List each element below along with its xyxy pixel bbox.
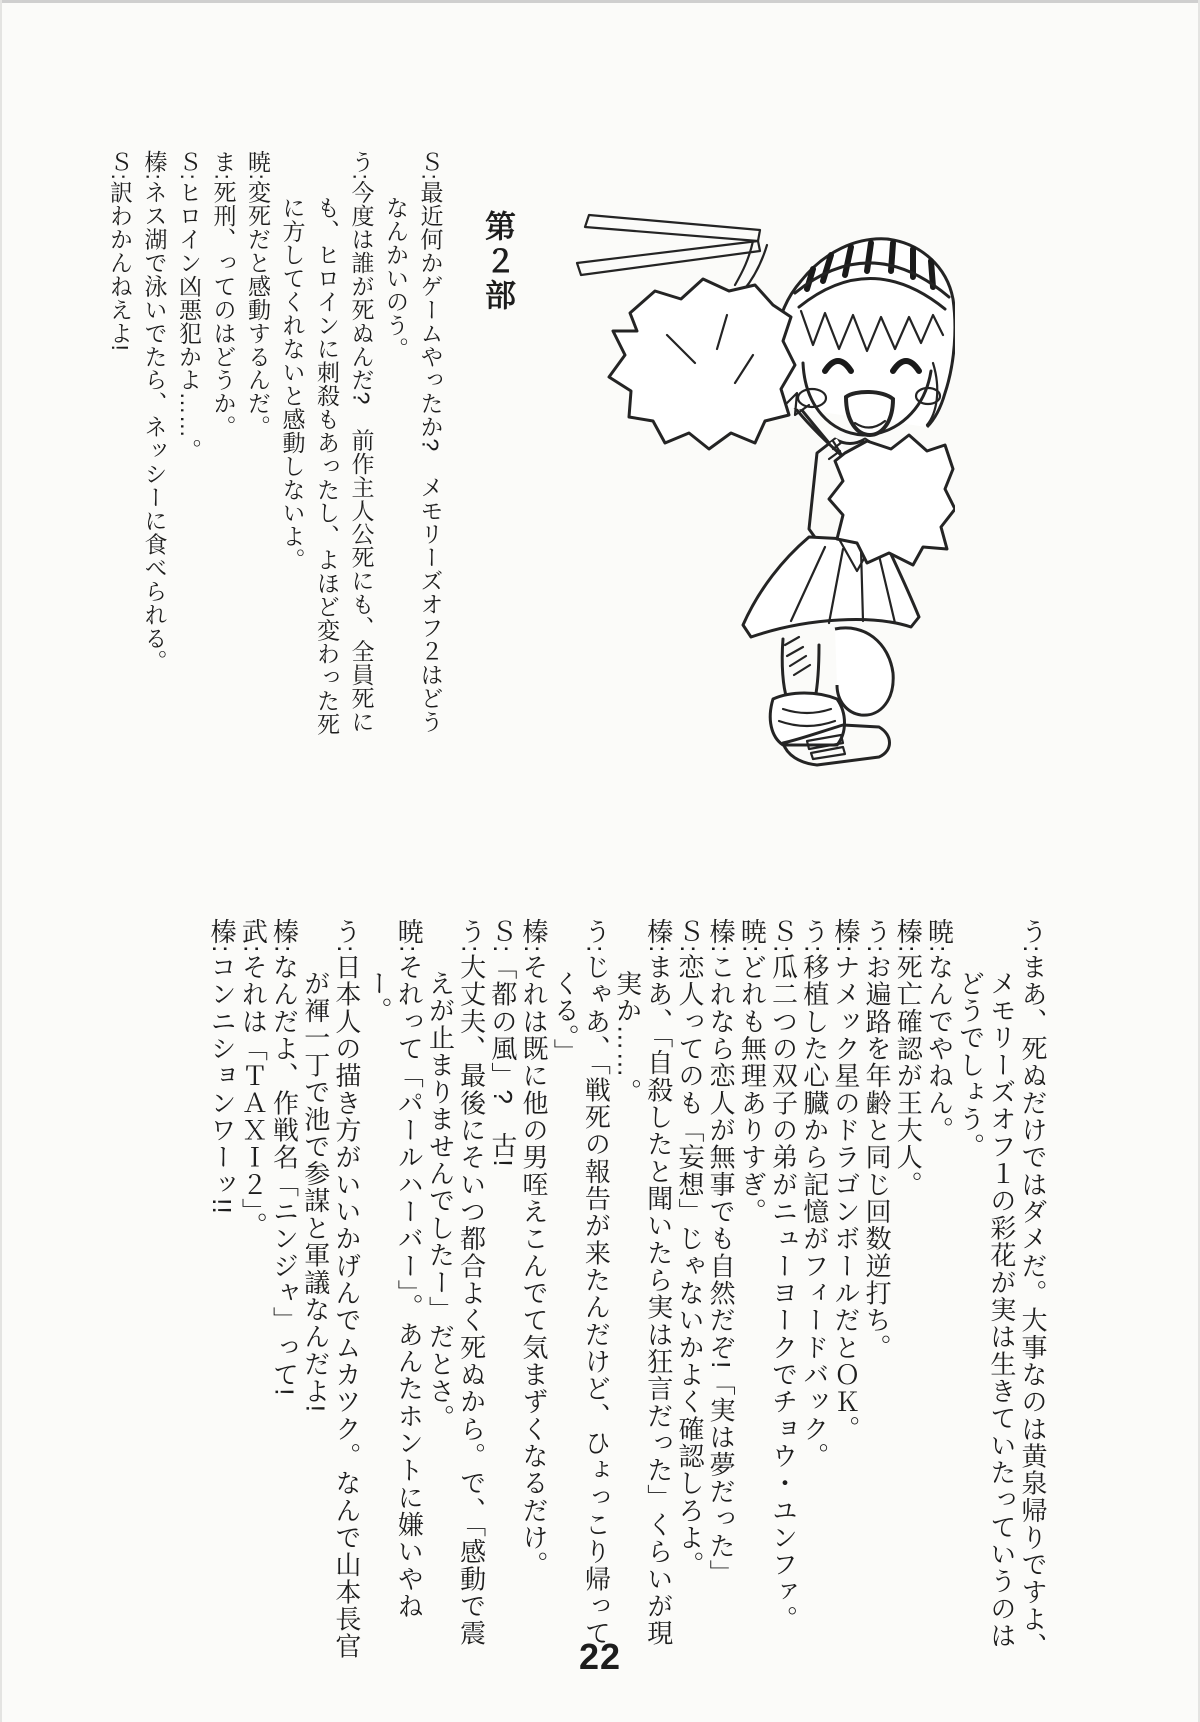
dialogue-line: 暁:それって「パールハーバー」。あんたホントに嫌いやねー。 (363, 918, 425, 1620)
dialogue-line: 暁:なんでやねん。 (924, 918, 955, 1144)
dialogue-line: 榛:コンニションワーッ!! (207, 918, 238, 1215)
pom-pom-raised (609, 279, 795, 449)
dialogue-line: う:大丈夫、最後にそいつ都合よく死ぬから。で、「感動で震えが止まりませんでしたー」だとさ。 (425, 918, 487, 1647)
dialogue-line: Ｓ:恋人ってのも「妄想」じゃないかよく確認しろよ。 (674, 918, 705, 1579)
dialogue-line: Ｓ:ヒロイン凶悪犯かよ……。 (176, 150, 202, 462)
dialogue-block-bottom (80, 918, 1048, 1666)
dialogue-line: う:今度は誰が死ぬんだ? 前作主人公死にも、全員死にも、ヒロインに刺殺もあったし、よほど変わった死に方してくれないと感動しないよ。 (279, 150, 375, 736)
dialogue-line: 武:それは「ＴＡＸＩ２」。 (238, 918, 269, 1240)
dialogue-line: ま:死刑、ってのはどうか。 (210, 150, 237, 439)
dialogue-line: Ｓ:「都の風」? 古! (487, 918, 518, 1168)
cheerleader-girl-illustration (545, 193, 955, 768)
dialogue-line: う:じゃあ、「戦死の報告が来たんだけど、ひょっこり帰ってくる。」 (550, 918, 612, 1647)
scan-edge-left (0, 0, 2, 1722)
dialogue-line: う:移植した心臓から記憶がフィードバック。 (799, 918, 830, 1470)
head (775, 239, 955, 435)
dialogue-line: う:まあ、死ぬだけではダメだ。大事なのは黄泉帰りですよ、メモリーズオフ１の彩花が実は生きていたっていうのはどうでしょう。 (955, 918, 1048, 1660)
dialogue-line: う:お遍路を年齢と同じ回数逆打ち。 (862, 918, 893, 1362)
dialogue-line: 榛:ナメック星のドラゴンボールだとＯＫ。 (830, 918, 861, 1443)
dialogue-line: 榛:ネス湖で泳いでたら、ネッシーに食べられる。 (141, 150, 168, 673)
dialogue-line: Ｓ:最近何かゲームやったか? メモリーズオフ２はどうなんかいのう。 (383, 150, 444, 734)
dialogue-line: 榛:死亡確認が王大人。 (893, 918, 924, 1199)
dialogue-line: 榛:これなら恋人が無事でも自然だぞ!「実は夢だった」 (706, 918, 737, 1587)
dialogue-line: Ｓ:瓜二つの双子の弟がニューヨークでチョウ・ユンファ。 (768, 918, 799, 1633)
pom-pom-ribbons (577, 215, 767, 291)
scan-edge-top (0, 0, 1200, 3)
page-number: 22 (578, 1636, 622, 1677)
section-heading: 第２部 (480, 210, 515, 315)
dialogue-line: 榛:まあ、「自殺したと聞いたら実は狂言だった」くらいが現実か……。 (612, 918, 674, 1647)
bent-leg (835, 628, 893, 715)
dialogue-line: 榛:なんだよ、作戦名「ニンジャ」って! (269, 918, 300, 1397)
dialogue-line: 暁:変死だと感動するんだ。 (245, 150, 271, 439)
dialogue-line: 榛:それは既に他の男咥えこんでて気まずくなるだけ。 (519, 918, 549, 1579)
dialogue-block-top (85, 150, 520, 754)
dialogue-line: 暁:どれも無理ありすぎ。 (737, 918, 768, 1226)
dialogue-line: う:日本人の描き方がいいかげんでムカツク。なんで山本長官が褌一丁で池で参謀と軍議なんだよ! (300, 918, 362, 1660)
dialogue-line: Ｓ:訳わかんねえよ! (107, 150, 133, 352)
